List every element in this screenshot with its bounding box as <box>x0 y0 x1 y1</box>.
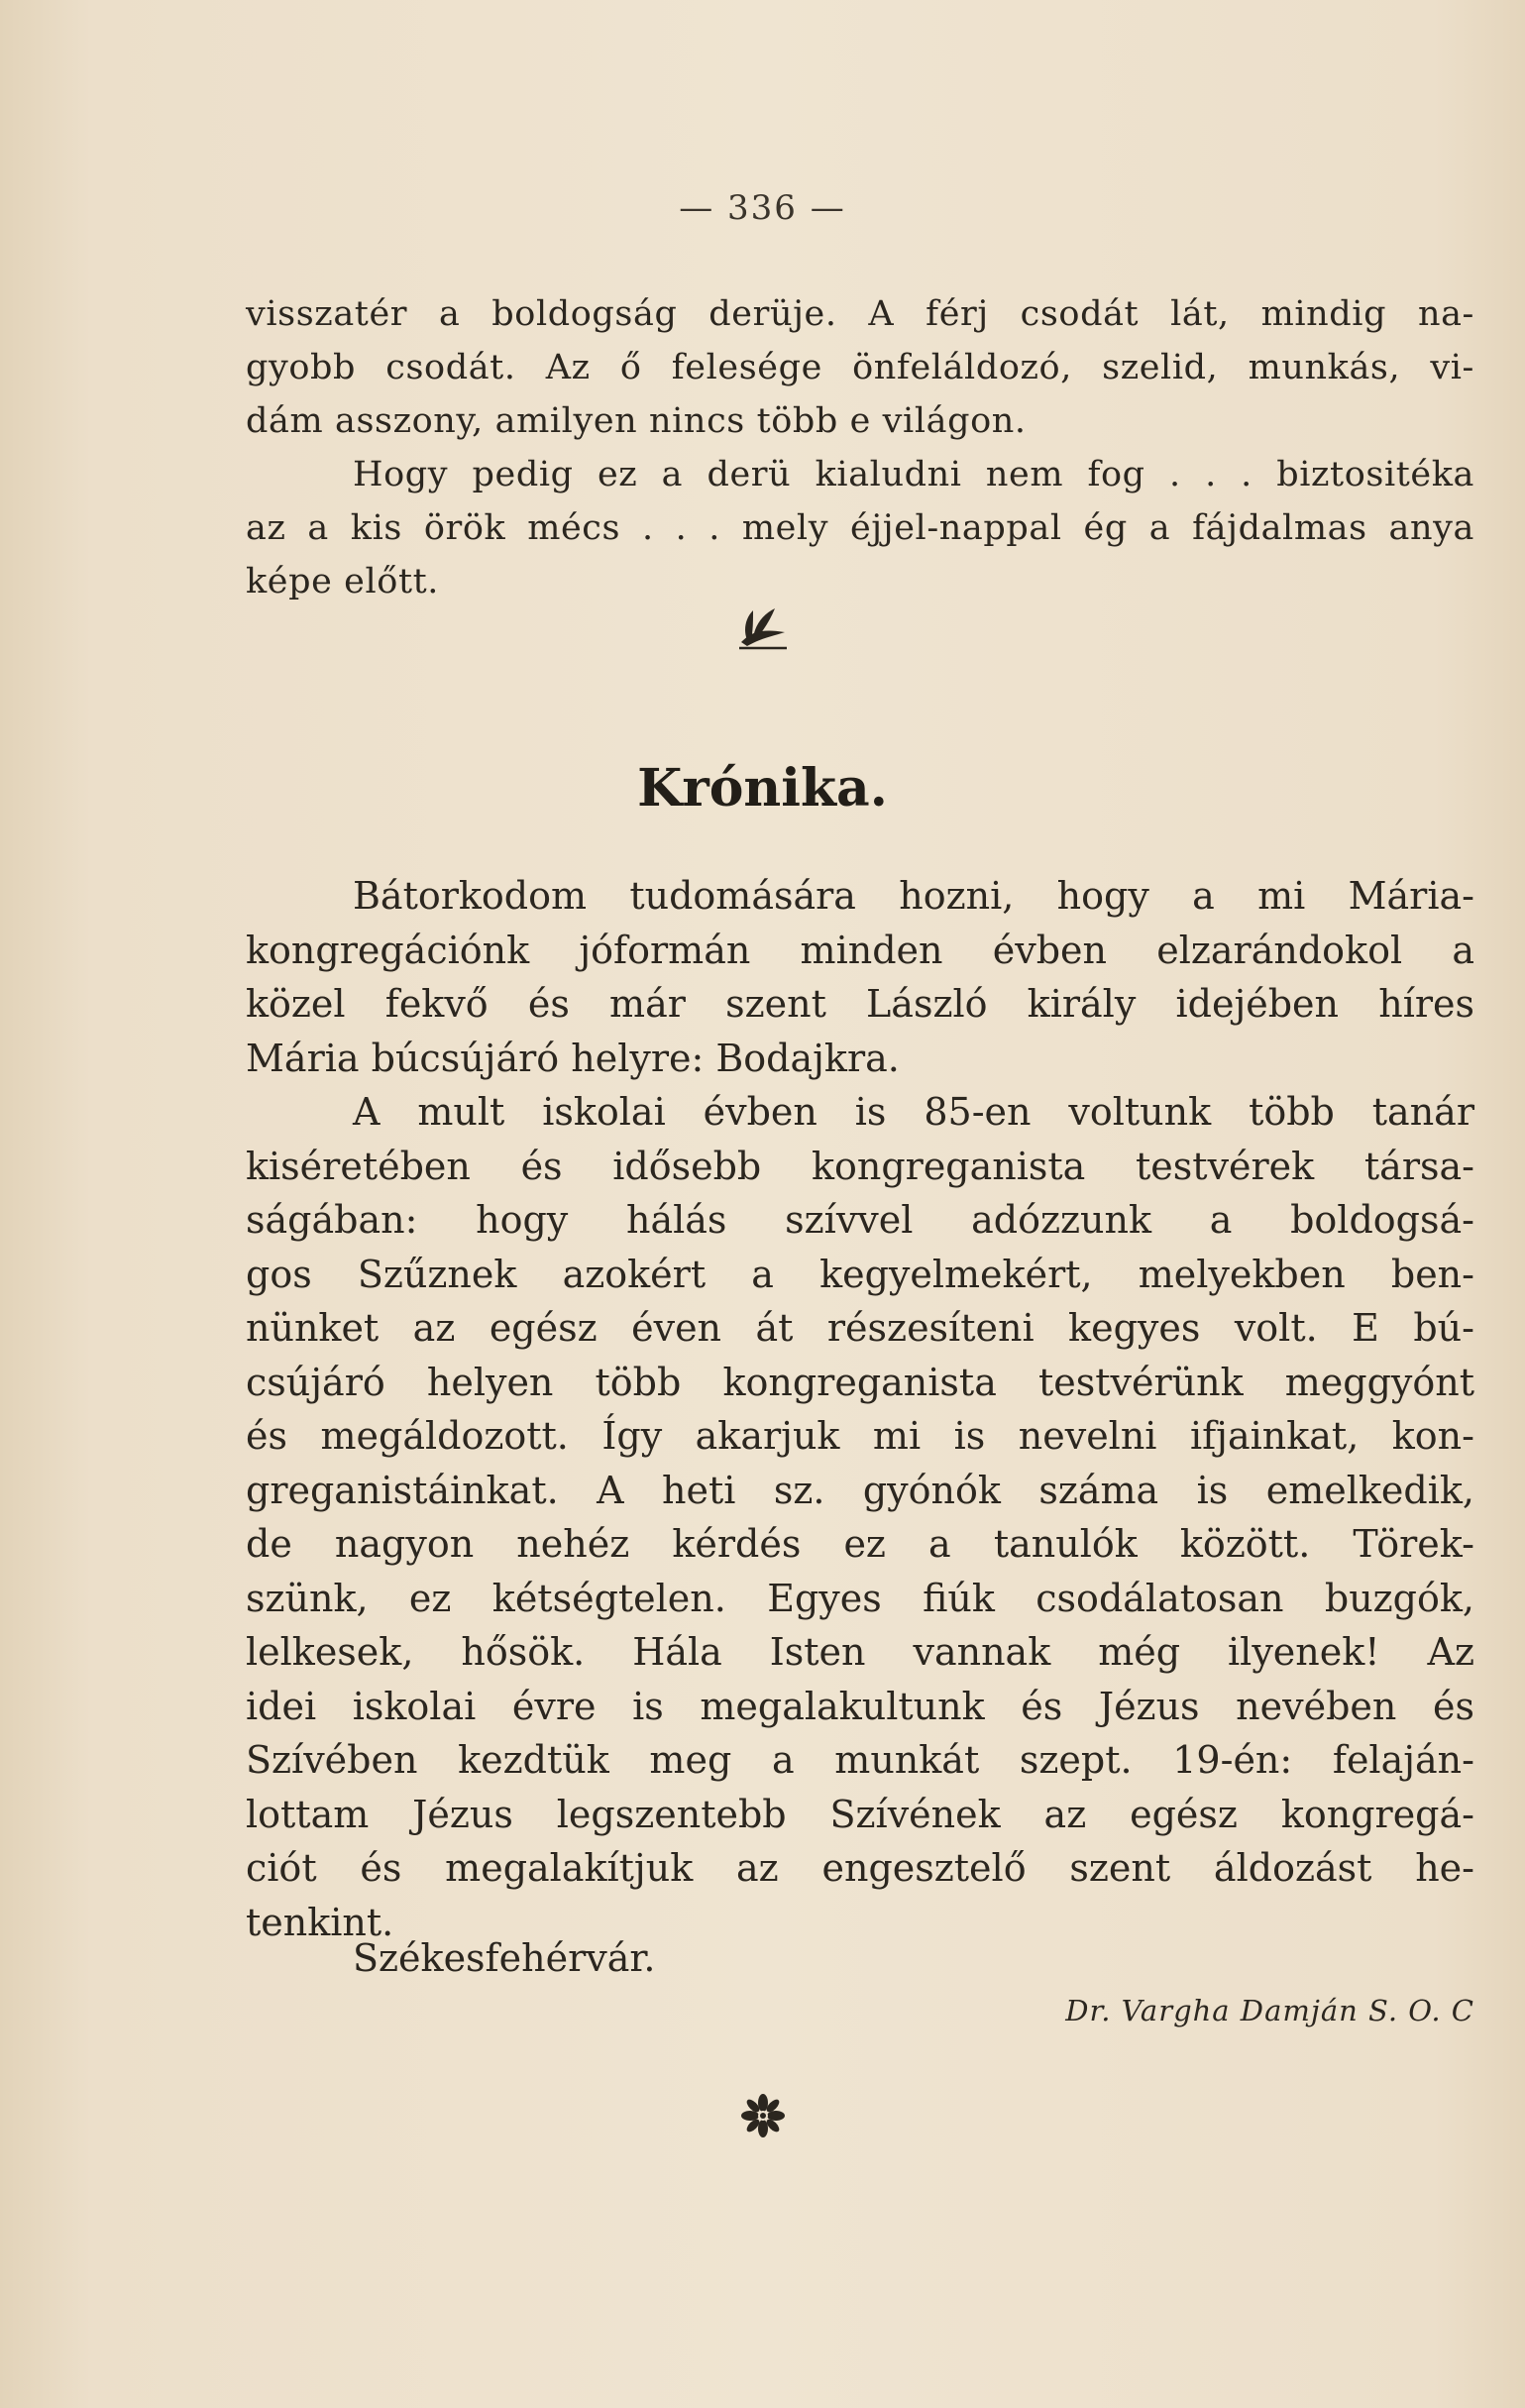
text-line: A mult iskolai évben is 85-en voltunk több tanár <box>353 1090 1474 1134</box>
paragraph-continuation <box>246 287 1474 608</box>
text-line: és megáldozott. Így akarjuk mi is nevelni ifjainkat, kon- <box>246 1414 1474 1458</box>
text-line: dám asszony, amilyen nincs több e világon. <box>246 401 1027 441</box>
text-line: ságában: hogy hálás szívvel adózzunk a boldogsá- <box>246 1198 1474 1242</box>
text-line: közel fekvő és már szent László király idejében híres <box>246 982 1474 1026</box>
text-line: gyobb csodát. Az ő felesége önfeláldozó, szelid, munkás, vi- <box>246 348 1474 387</box>
text-line: nünket az egész éven át részesíteni kegyes volt. E bú- <box>246 1306 1474 1350</box>
text-line: lelkesek, hősök. Hála Isten vannak még ilyenek! Az <box>246 1630 1474 1674</box>
text-line: Mária búcsújáró helyre: Bodajkra. <box>246 1036 900 1080</box>
section-title: Krónika. <box>637 758 888 819</box>
text-line: szünk, ez kétségtelen. Egyes fiúk csodálatosan buzgók, <box>246 1576 1474 1620</box>
text-line: az a kis örök mécs . . . mely éjjel-nappal ég a fájdalmas anya <box>246 508 1474 548</box>
text-line: Hogy pedig ez a derü kialudni nem fog . . . biztositéka <box>353 455 1474 494</box>
author-signature: Dr. Vargha Damján S. O. C <box>1065 1994 1474 2027</box>
text-line: lottam Jézus legszentebb Szívének az egész kongregá- <box>246 1792 1474 1836</box>
text-line: Bátorkodom tudomására hozni, hogy a mi Mária- <box>353 874 1474 918</box>
text-line: tenkint. <box>246 1900 394 1944</box>
text-line: idei iskolai évre is megalakultunk és Jézus nevében és <box>246 1684 1474 1728</box>
text-line: Szívében kezdtük meg a munkát szept. 19-én: felaján- <box>246 1738 1474 1782</box>
text-line: de nagyon nehéz kérdés ez a tanulók között. Törek- <box>246 1522 1474 1566</box>
text-line: kiséretében és idősebb kongreganista testvérek társa- <box>246 1144 1474 1188</box>
page-number: — 336 — <box>679 188 846 228</box>
text-line: kongregációnk jóformán minden évben elzarándokol a <box>246 928 1474 972</box>
chronicle-paragraph <box>246 869 1474 1949</box>
text-line: greganistáinkat. A heti sz. gyónók száma is emelkedik, <box>246 1468 1474 1512</box>
fleuron-icon <box>0 602 1525 658</box>
flower-ornament-icon <box>0 2091 1525 2144</box>
text-line: csújáró helyen több kongreganista testvérünk meggyónt <box>246 1360 1474 1404</box>
text-line: képe előtt. <box>246 562 439 602</box>
location-line: Székesfehérvár. <box>353 1936 656 1980</box>
text-line: visszatér a boldogság derüje. A férj csodát lát, mindig na- <box>246 294 1474 334</box>
text-line: gos Szűznek azokért a kegyelmekért, melyekben ben- <box>246 1252 1474 1296</box>
text-line: ciót és megalakítjuk az engesztelő szent áldozást he- <box>246 1846 1474 1890</box>
